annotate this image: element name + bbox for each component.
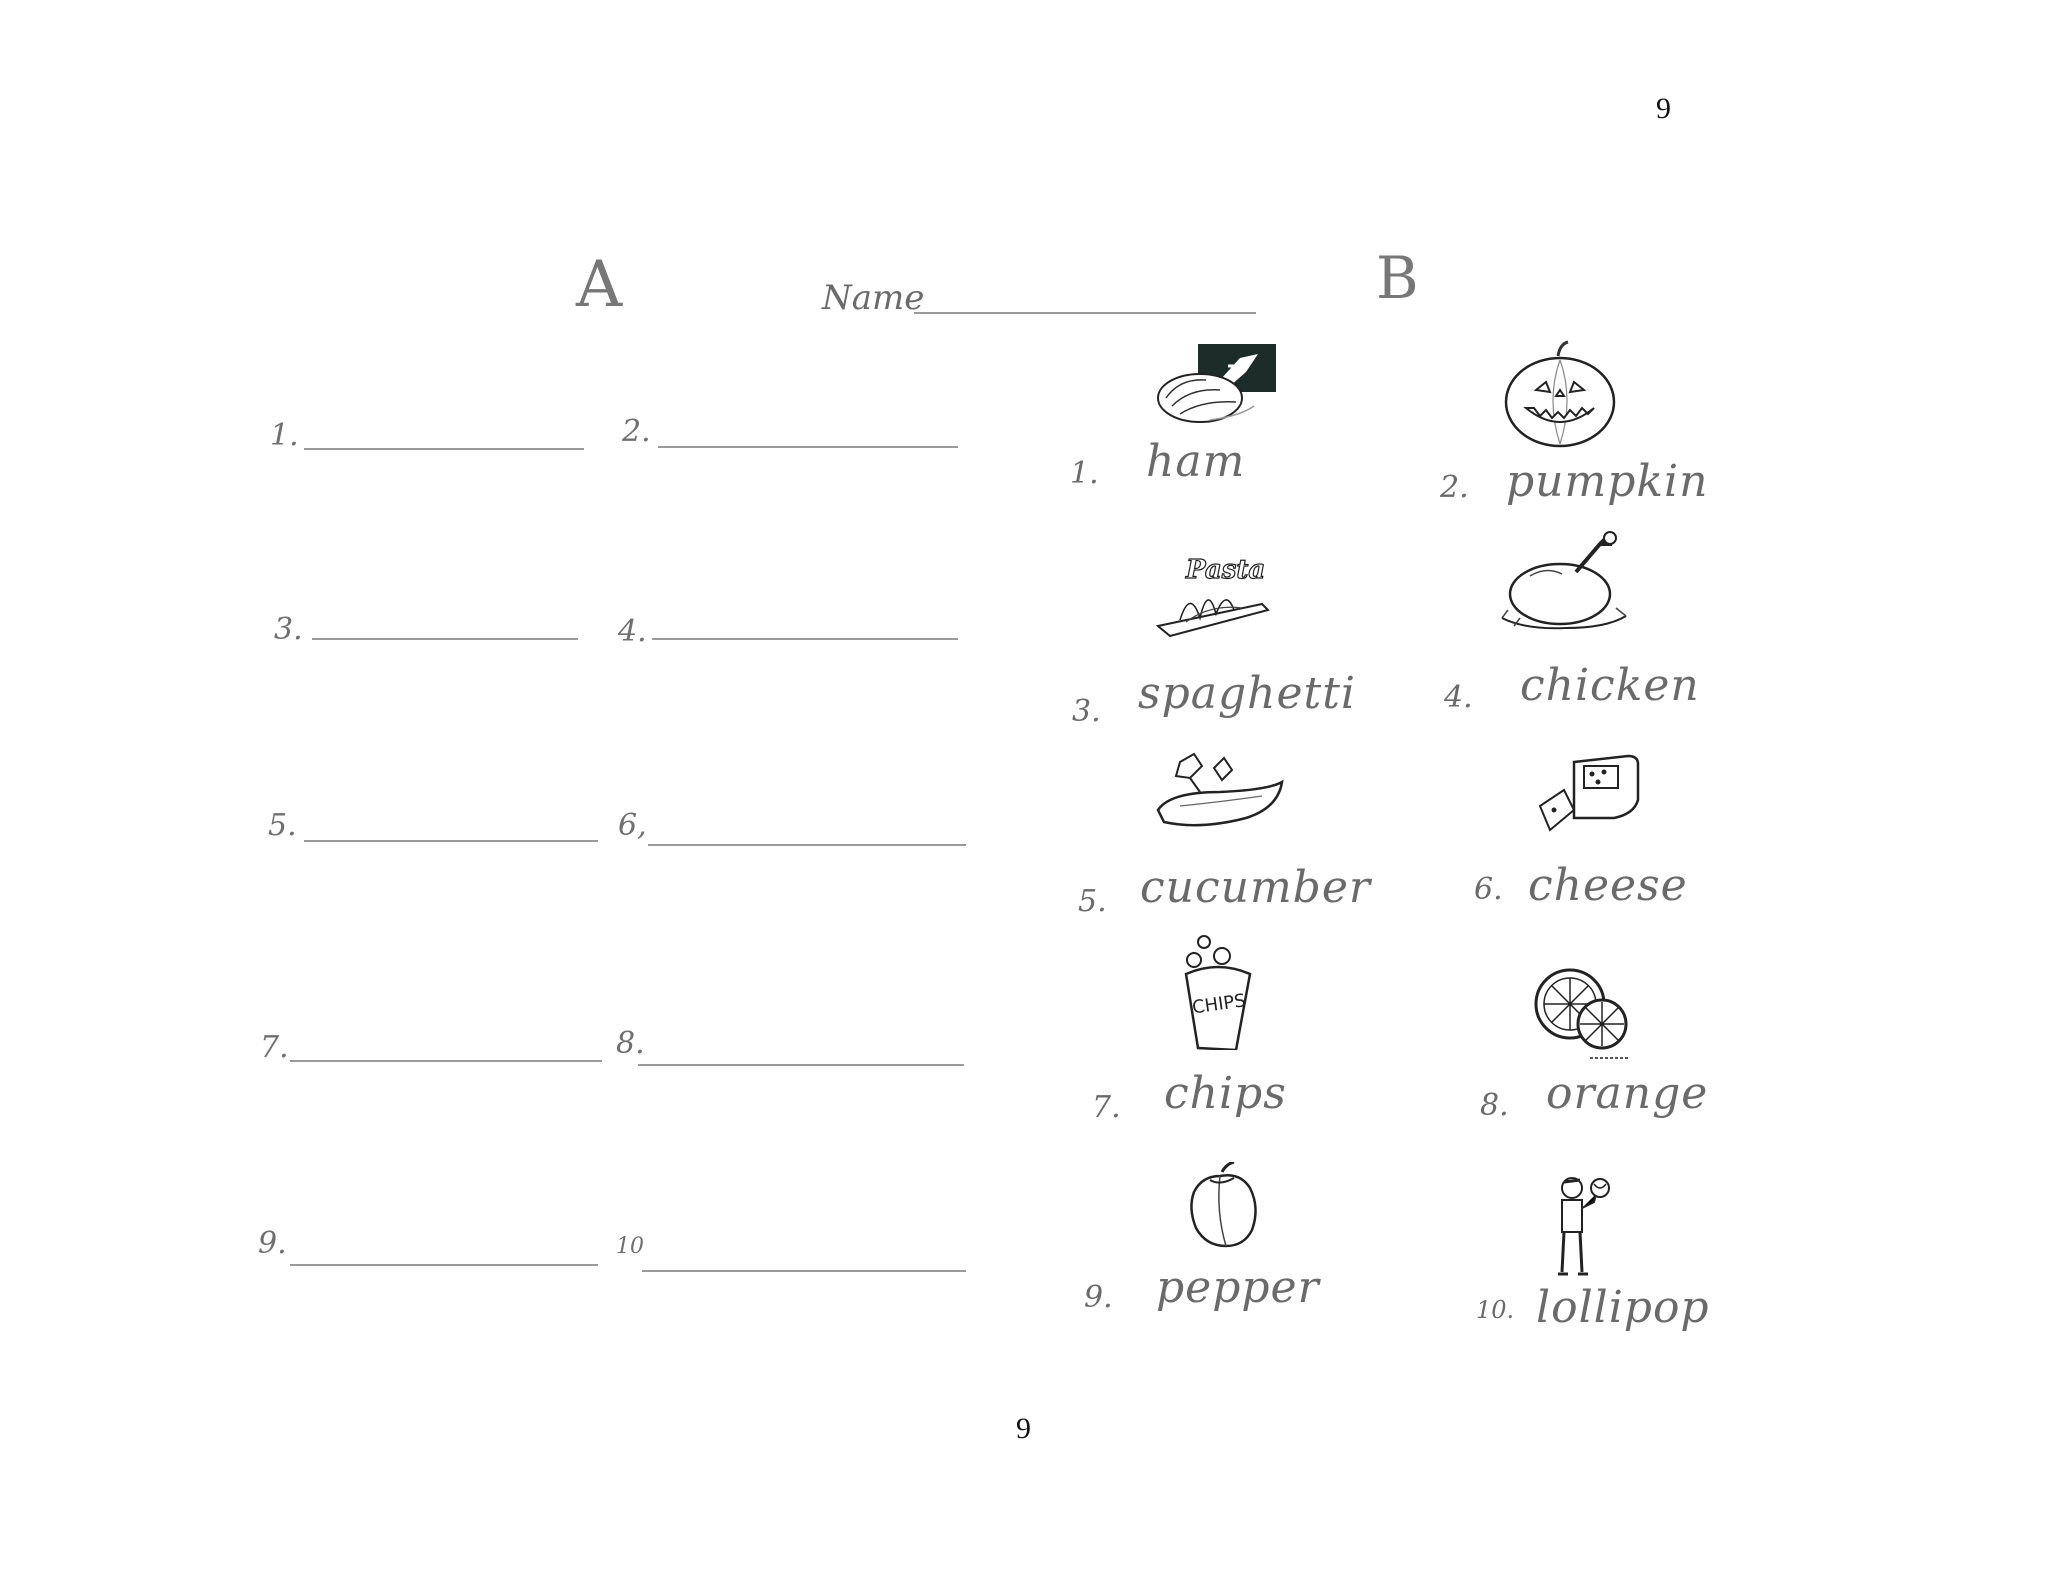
- word-10: lollipop: [1536, 1282, 1710, 1333]
- word-number-6: 6.: [1474, 872, 1503, 907]
- word-number-8: 8.: [1480, 1088, 1509, 1123]
- word-9: pepper: [1156, 1262, 1320, 1313]
- word-number-4: 4.: [1444, 680, 1473, 715]
- word-number-1: 1.: [1070, 456, 1099, 491]
- blank-number-10: 10: [616, 1234, 644, 1259]
- chips-label: CHIPS: [1190, 990, 1247, 1019]
- word-7: chips: [1164, 1068, 1287, 1119]
- blank-number-1: 1.: [270, 418, 299, 453]
- blank-number-6: 6,: [618, 808, 647, 843]
- word-8: orange: [1546, 1068, 1709, 1119]
- word-number-7: 7.: [1092, 1090, 1121, 1125]
- answer-blank-6[interactable]: [648, 844, 966, 846]
- blank-number-9: 9.: [258, 1226, 287, 1261]
- answer-blank-1[interactable]: [304, 448, 584, 450]
- roast-chicken-icon: [1496, 522, 1636, 642]
- word-number-10: 10.: [1476, 1296, 1515, 1324]
- page-number-top: 9: [1656, 92, 1671, 125]
- word-number-2: 2.: [1440, 470, 1469, 505]
- blank-number-3: 3.: [274, 612, 303, 647]
- pepper-icon: [1180, 1162, 1270, 1252]
- blank-number-2: 2.: [622, 414, 651, 449]
- chips-icon: [1178, 930, 1258, 1050]
- blank-number-8: 8.: [616, 1026, 645, 1061]
- blank-number-7: 7.: [260, 1030, 289, 1065]
- word-3: spaghetti: [1138, 668, 1356, 719]
- blank-number-5: 5.: [268, 808, 297, 843]
- section-a-heading: A: [576, 248, 623, 322]
- name-label: Name: [822, 278, 925, 318]
- orange-icon: [1530, 962, 1640, 1062]
- answer-blank-10[interactable]: [642, 1270, 966, 1272]
- word-5: cucumber: [1140, 862, 1371, 913]
- cucumber-icon: [1150, 748, 1290, 838]
- word-4: chicken: [1520, 660, 1700, 711]
- blank-number-4: 4.: [618, 614, 647, 649]
- word-6: cheese: [1528, 860, 1688, 911]
- lollipop-boy-icon: [1550, 1172, 1620, 1282]
- word-number-5: 5.: [1078, 884, 1107, 919]
- answer-blank-8[interactable]: [638, 1064, 964, 1066]
- answer-blank-2[interactable]: [658, 446, 958, 448]
- word-number-3: 3.: [1072, 694, 1101, 729]
- answer-blank-9[interactable]: [290, 1264, 598, 1266]
- page-number-bottom: 9: [1016, 1412, 1031, 1445]
- cheese-icon: [1534, 748, 1644, 838]
- answer-blank-3[interactable]: [312, 638, 578, 640]
- word-number-9: 9.: [1084, 1280, 1113, 1315]
- pumpkin-icon: [1500, 340, 1620, 450]
- answer-blank-5[interactable]: [304, 840, 598, 842]
- answer-blank-7[interactable]: [290, 1060, 602, 1062]
- pasta-icon: [1150, 548, 1280, 638]
- ham-icon: [1150, 340, 1280, 430]
- word-1: ham: [1146, 436, 1246, 487]
- answer-blank-4[interactable]: [652, 638, 958, 640]
- word-2: pumpkin: [1506, 456, 1709, 507]
- name-field[interactable]: [914, 312, 1256, 314]
- section-b-heading: B: [1376, 244, 1419, 312]
- pasta-label: Pasta: [1186, 555, 1266, 585]
